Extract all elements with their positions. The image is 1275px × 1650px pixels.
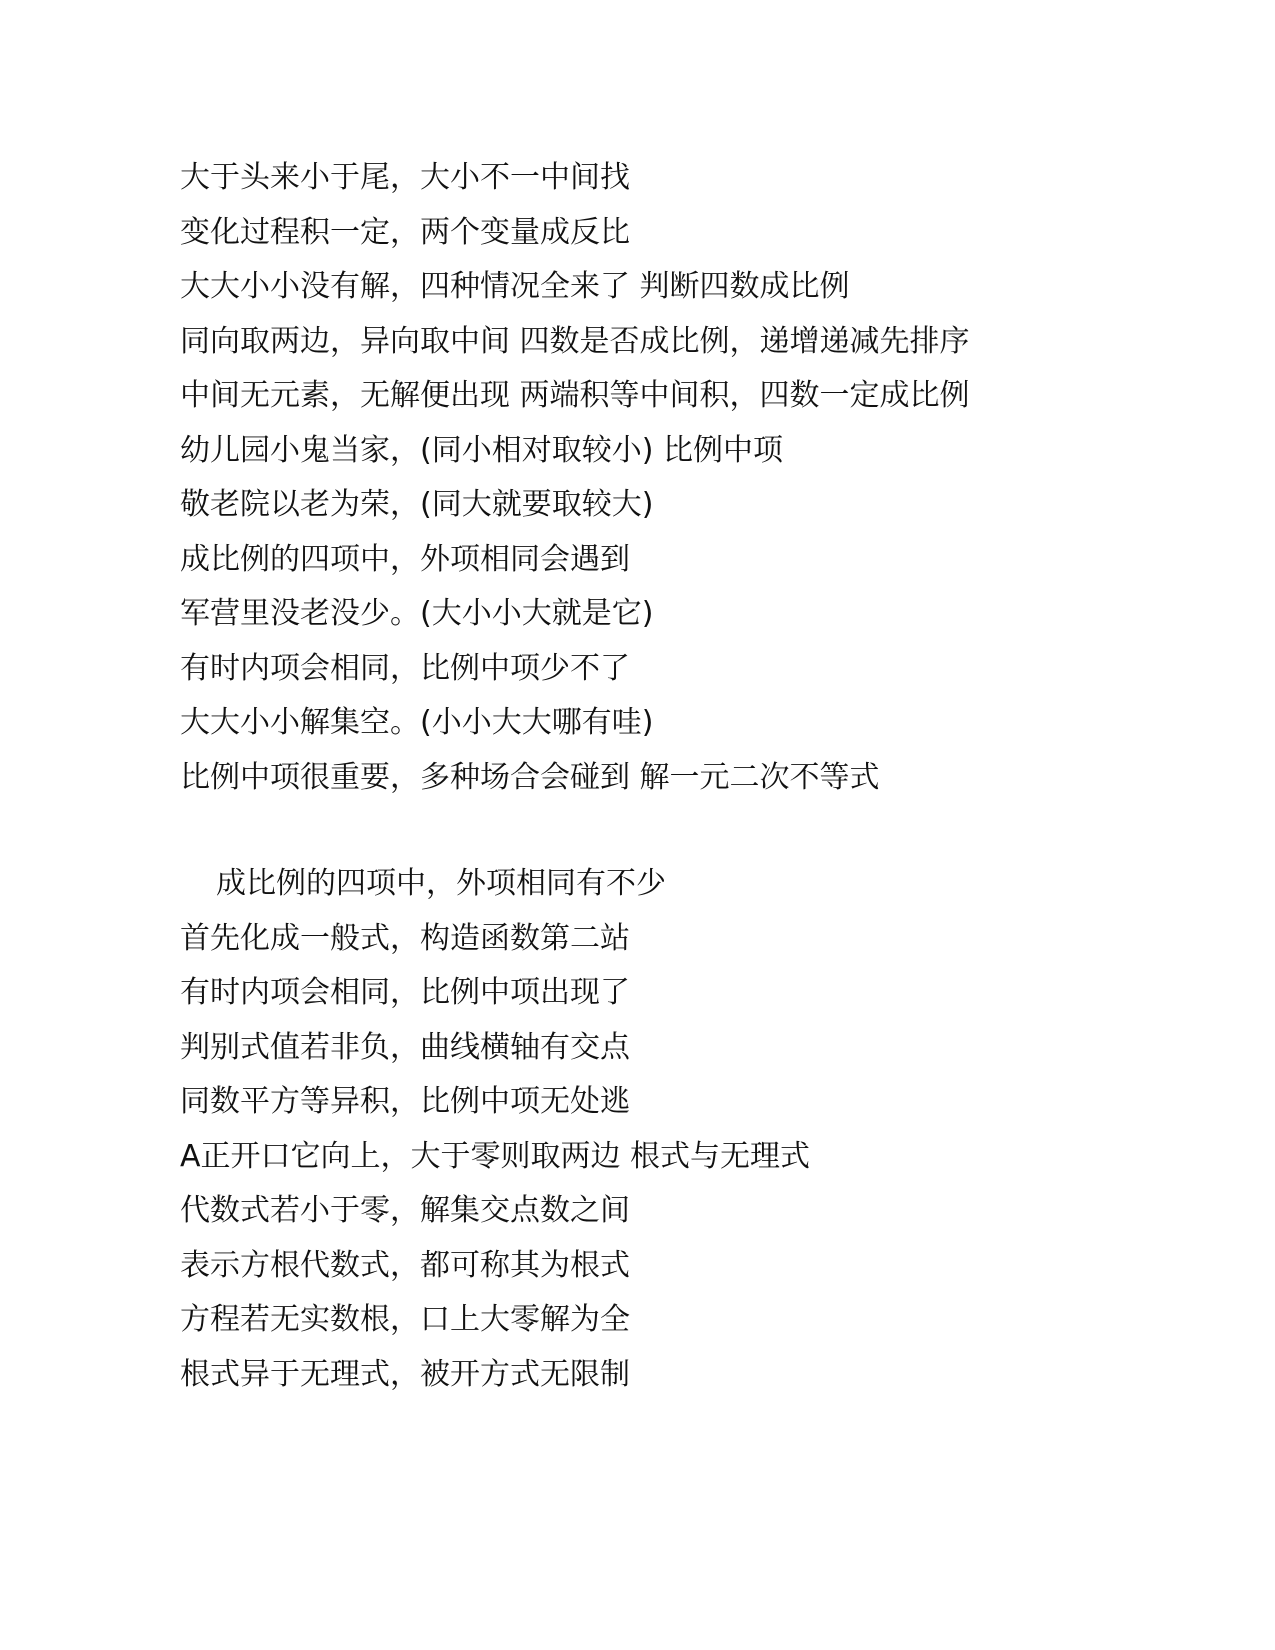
text-line: 成比例的四项中，外项相同有不少: [216, 866, 666, 901]
text-body: [180, 151, 1180, 1402]
text-line: 根式异于无理式，被开方式无限制: [180, 1356, 630, 1392]
text-line: 有时内项会相同，比例中项出现了: [180, 975, 630, 1010]
text-line: A正开口它向上，大于零则取两边 根式与无理式: [180, 1138, 811, 1174]
text-line: 军营里没老没少。(大小小大就是它): [180, 596, 654, 631]
text-line: 变化过程积一定，两个变量成反比: [180, 214, 630, 250]
text-line: 比例中项很重要，多种场合会碰到 解一元二次不等式: [180, 759, 880, 795]
text-line: 同数平方等异积，比例中项无处逃: [180, 1084, 630, 1119]
text-line: 大大小小没有解，四种情况全来了 判断四数成比例: [180, 269, 850, 304]
text-line: 首先化成一般式，构造函数第二站: [180, 920, 630, 956]
text-line: 中间无元素，无解便出现 两端积等中间积，四数一定成比例: [180, 378, 970, 413]
text-line: 大大小小解集空。(小小大大哪有哇): [180, 705, 654, 740]
text-line: 敬老院以老为荣，(同大就要取较大): [180, 487, 654, 522]
text-line: 方程若无实数根，口上大零解为全: [180, 1302, 630, 1337]
text-line: 代数式若小于零，解集交点数之间: [180, 1193, 630, 1228]
text-line: 幼儿园小鬼当家，(同小相对取较小) 比例中项: [180, 432, 783, 468]
paragraph-spacer: [180, 805, 1180, 857]
text-line: 判别式值若非负，曲线横轴有交点: [180, 1029, 630, 1065]
text-line: 有时内项会相同，比例中项少不了: [180, 650, 630, 686]
text-line: 同向取两边，异向取中间 四数是否成比例，递增递减先排序: [180, 323, 970, 359]
text-line: 大于头来小于尾，大小不一中间找: [180, 160, 630, 195]
text-line: 成比例的四项中，外项相同会遇到: [180, 541, 630, 577]
text-line: 表示方根代数式，都可称其为根式: [180, 1247, 630, 1283]
